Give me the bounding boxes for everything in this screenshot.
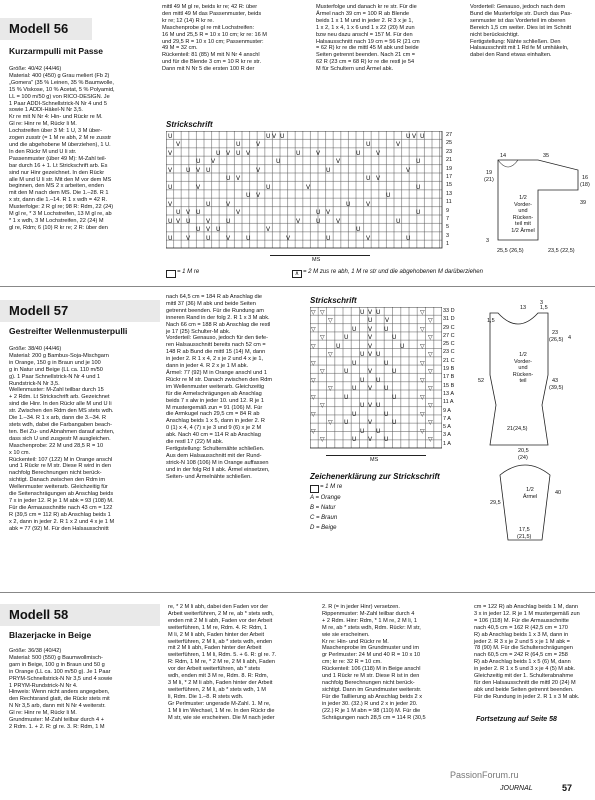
m57-dim-43: 43 (552, 378, 559, 384)
svg-text:V: V (211, 158, 216, 165)
m57-dim-1-5-right: 1,5 (540, 305, 548, 311)
svg-text:V: V (266, 226, 271, 233)
svg-text:V: V (376, 175, 381, 182)
m57-text-col2: nach 64,5 cm = 184 R ab Anschlag die mittl 37 (36) M abk und beide Seiten getrennt beenden. Für die Rundung am inneren Rand in der folg 2. R 1 x 3 M abk. Nach 66 cm = 188 R ab Anschlag die restl je 17 (25) Schulter-M abk. Vorderteil: Genauso, jedoch für den tiefe- ren Halsausschnitt bereits nach 52 cm = 148 R ab Bund die mittl 15 (14) M, dann in jeder 2. R 1 x 4, 2 x je 2 und 4 x je 1, dann in jeder 4. R 2 x je 1 M abk. Ärmel: 77 (92) M in Orange anschl und 1 Rückr re M str. Danach zwischen den Rdm im Wellenmuster weiterarb. Gleichzeitig für die Armelschrägungen ab Anschlag beids 7 x alw in jeder 10. und 12. R je 1 M mustergemäß zun = 91 (106) M. Für die Armkugel nach 29,5 cm = 84 R ab Anschlag beids 1 x 5, dann in jeder 2. R 0 (1) x 4, 4 (7) x je 3 und 9 (6) x je 2 M abk. Nach 40 cm = 114 R ab Anschlag die restl 17 (22) M abk. Fertigstellung: Schulternähte schließen. Aus dem Halsausschnitt mit der Rund- strick-N 108 (106) M in Orange auffassen und in der folg Rd li abk. Ärmel einsetzen, Seiten- und Ärmelnähte schließen. (166, 294, 273, 480)
svg-text:▽: ▽ (428, 402, 433, 409)
svg-text:V: V (366, 235, 371, 242)
svg-text:U: U (420, 133, 425, 140)
m57-knitting-chart (310, 307, 442, 454)
svg-text:V: V (196, 167, 201, 174)
svg-text:U: U (366, 175, 371, 182)
svg-text:V: V (396, 141, 401, 148)
svg-text:V: V (168, 150, 173, 157)
svg-text:U: U (246, 235, 251, 242)
svg-text:V: V (246, 150, 251, 157)
svg-text:U: U (416, 158, 421, 165)
svg-text:U: U (352, 385, 357, 392)
svg-text:V: V (168, 167, 173, 174)
svg-text:▽: ▽ (420, 411, 425, 418)
m56-row-numbers: 27 25 23 21 19 17 15 13 11 9 7 5 3 1 (446, 132, 453, 248)
svg-text:U: U (384, 360, 389, 367)
m57-legend-knit: = 1 M re (320, 484, 343, 490)
svg-text:U: U (266, 184, 271, 191)
svg-text:U: U (368, 317, 373, 324)
svg-text:U: U (196, 226, 201, 233)
m57-legend-d: D = Beige (310, 525, 337, 531)
svg-text:▽: ▽ (428, 317, 433, 324)
m57-chart-title: Strickschrift (310, 296, 357, 305)
m58-continued-note: Fortsetzung auf Seite 58 (476, 716, 557, 723)
svg-text:U: U (406, 133, 411, 140)
svg-text:V: V (385, 317, 390, 324)
svg-text:U: U (376, 309, 381, 316)
m57-dim-20-5: 20,5 (518, 448, 529, 454)
svg-text:U: U (206, 235, 211, 242)
svg-text:V: V (256, 141, 261, 148)
m56-dim-14: 14 (500, 153, 507, 159)
watermark: PassionForum.ru (450, 770, 519, 780)
svg-text:V: V (236, 209, 241, 216)
svg-text:V: V (412, 133, 417, 140)
svg-text:U: U (416, 184, 421, 191)
m56-chart-title: Strickschrift (166, 120, 213, 129)
svg-text:▽: ▽ (311, 309, 316, 316)
svg-text:U: U (376, 428, 381, 435)
svg-text:▽: ▽ (428, 351, 433, 358)
m57-ms-label: MS (370, 457, 379, 463)
svg-text:U: U (352, 360, 357, 367)
svg-text:U: U (226, 218, 231, 225)
svg-text:V: V (368, 326, 373, 333)
svg-text:▽: ▽ (420, 428, 425, 435)
m57-chart-grid (310, 307, 442, 449)
svg-text:V: V (286, 235, 291, 242)
m57-dim-21-5: (21,5) (517, 534, 532, 540)
m57-dim-29-5: 29,5 (490, 500, 501, 506)
svg-text:U: U (384, 436, 389, 443)
svg-text:U: U (336, 343, 341, 350)
svg-text:V: V (256, 167, 261, 174)
svg-text:U: U (196, 209, 201, 216)
svg-text:V: V (368, 343, 373, 350)
svg-text:▽: ▽ (311, 394, 316, 401)
svg-text:▽: ▽ (420, 360, 425, 367)
m57-row-labels: 33 D 31 D 29 C 27 C 25 C 23 C 21 C 19 B 17 B 15 B 13 A 11 A 9 A 7 A 5 A 3 A 1 A (443, 308, 455, 447)
divider-57-58 (0, 592, 595, 593)
svg-text:V: V (368, 402, 373, 409)
svg-text:V: V (368, 309, 373, 316)
svg-text:▽: ▽ (328, 419, 333, 426)
m56-schematic-label: 1/2 Vorder- und Rücken- teil mit 1/2 Ärmel (511, 195, 535, 234)
svg-text:U: U (344, 368, 349, 375)
divider-56-57 (0, 286, 595, 287)
svg-text:U: U (392, 419, 397, 426)
svg-text:U: U (386, 192, 391, 199)
svg-text:U: U (196, 158, 201, 165)
m57-subtitle: Gestreifter Wellenmusterpulli (9, 326, 128, 336)
svg-text:V: V (376, 150, 381, 157)
m57-text-col1: Größe: 38/40 (44/46) Material: 200 g Bambus-Soja-Mischgarn in Orange, 150 g in Braun und je 100 g in Natur und Beige (LL ca. 110 m/50 g). 1 Paar Schnellstrick-N Nr 4 und 1 Rundstrick-N Nr 3,5. Wellenmuster: M-Zahl teilbar durch 15 + 2 Rdm. Lt Strickschrift arb. Gezeichnet sind die Hinr. In den Rückr alle M und U li str. Zwischen den Rdm den MS stets wdh. Die 1.–34. R 1 x arb, dann die 3.–34. R stets wdh, dabei die Farbangaben beach- ten. Bei Zu- und Abnahmen darauf achten, dass sich U und zusgestr M ausgleichen. Maschenprobe: 22 M und 28,5 R = 10 x 10 cm. Rückenteil: 107 (122) M in Orange anschl und 1 Rückr re M str. Diese R wird in den nachfolg Berechnungen nicht berück- sichtigt. Danach zwischen den Rdm im Wellenmuster weiterarb. Gleichzeitig für die Seitenschrägungen ab Anschlag beids 7 x in jeder 12. R je 1 M abk = 93 (108) M. Für die Armausschnitte nach 43 cm = 122 R (39,5 cm = 112 R) ab Anschlag beids 1 x 2, dann in jeder 2. R 1 x 2 und 4 x je 1 M abk = 77 (92) M. Für den Halsausschnitt (9, 346, 115, 532)
m57-dim-4: 4 (568, 335, 572, 341)
svg-text:U: U (344, 394, 349, 401)
svg-text:▽: ▽ (320, 402, 325, 409)
svg-text:U: U (376, 377, 381, 384)
svg-text:U: U (400, 343, 405, 350)
svg-text:U: U (356, 150, 361, 157)
svg-text:▽: ▽ (328, 317, 333, 324)
svg-text:▽: ▽ (311, 377, 316, 384)
svg-text:V: V (368, 436, 373, 443)
m56-text-col3: Musterfolge und danach kr re str. Für die Ärmel nach 39 cm = 100 R ab Blende beids 1 x 1 M und in jeder 2. R 3 x je 1, 1 x 2, 1 x 4, 1 x 6 und 1 x 22 (20) M zun bzw neu dazu anschl = 157 M. Für den Halsausschnitt nach 19 cm = 56 R (21 cm = 62 R) kr re die mittl 45 M abk und beide Seiten getrennt beenden. Nach 21 cm = 62 R (23 cm = 68 R) kr re die restl je 54 M für Schultern und Ärmel abk. (316, 4, 420, 73)
svg-text:U: U (168, 235, 173, 242)
svg-text:V: V (206, 218, 211, 225)
svg-text:U: U (246, 192, 251, 199)
m57-legend-box-knit (310, 485, 319, 493)
svg-text:U: U (168, 218, 173, 225)
m56-text-col4: Vorderteil: Genauso, jedoch nach dem Bund die Musterfolge str. Durch das Pas- senmuster ist das Vorderteil im oberen Bereich 1,5 cm weiter. Dies ist im Schnitt nicht berücksichtigt. Fertigstellung: Nähte schließen. Den Halsausschnitt mit 1 Rd fe M umhäkeln, dabei den Rand etwas einhalten. (470, 4, 572, 59)
m56-legend-dec: = 2 M zus re abh, 1 M re str und die abgehobenen M darüberziehen (303, 269, 483, 275)
m57-dim-52: 52 (478, 378, 485, 384)
svg-text:U: U (280, 133, 285, 140)
svg-text:V: V (226, 201, 231, 208)
svg-text:▽: ▽ (311, 326, 316, 333)
svg-text:▽: ▽ (428, 436, 433, 443)
svg-text:U: U (392, 394, 397, 401)
svg-text:V: V (226, 235, 231, 242)
svg-text:V: V (316, 150, 321, 157)
m57-legend-c: C = Braun (310, 515, 338, 521)
svg-text:▽: ▽ (320, 309, 325, 316)
svg-text:U: U (168, 133, 173, 140)
svg-text:U: U (216, 150, 221, 157)
m57-legend-b: B = Natur (310, 505, 336, 511)
svg-text:U: U (206, 167, 211, 174)
m56-text-col2: mittl 49 M gl re, beids kr re; 42 R: über den mittl 49 M das Passenmuster, beids kr re; 12 (14) R kr re. Maschenprobe gl re mit Lochstreifen: 16 M und 25,5 R = 10 x 10 cm; kr re: 16 M und 29,5 R = 10 x 10 cm; Passenmuster: 49 M = 32 cm. Rückenteil: 81 (85) M mit N Nr 4 anschl und für die Blende 3 cm = 10 R kr re str. Dann mit N Nr 5 die ersten 100 R der (162, 4, 267, 73)
m56-title: Modell 56 (9, 21, 69, 36)
m58-title: Modell 58 (9, 607, 69, 622)
svg-text:V: V (176, 141, 181, 148)
svg-text:V: V (368, 351, 373, 358)
svg-text:U: U (316, 209, 321, 216)
svg-text:U: U (168, 184, 173, 191)
svg-text:U: U (236, 150, 241, 157)
m57-dim-3: 3 (540, 300, 544, 306)
m56-dim-16: 16 (582, 175, 589, 181)
svg-text:▽: ▽ (420, 326, 425, 333)
svg-text:▽: ▽ (328, 385, 333, 392)
svg-text:U: U (376, 402, 381, 409)
svg-text:▽: ▽ (428, 368, 433, 375)
svg-text:V: V (326, 209, 331, 216)
svg-text:U: U (296, 150, 301, 157)
svg-text:U: U (276, 158, 281, 165)
svg-text:U: U (366, 141, 371, 148)
m57-dim-24: (24) (518, 455, 528, 461)
svg-text:U: U (384, 411, 389, 418)
m58-subtitle: Blazerjacke in Beige (9, 630, 92, 640)
m56-legend-box-knit (166, 270, 176, 278)
svg-text:V: V (272, 133, 277, 140)
svg-text:V: V (368, 334, 373, 341)
svg-text:U: U (352, 436, 357, 443)
svg-text:▽: ▽ (320, 334, 325, 341)
m56-knitting-chart (166, 131, 446, 254)
svg-text:U: U (226, 175, 231, 182)
m56-legend-knit: = 1 M re (177, 269, 200, 275)
svg-text:▽: ▽ (311, 360, 316, 367)
m57-schematic (470, 305, 590, 550)
m56-chart-grid (166, 131, 446, 249)
m56-dim-19: 19 (486, 170, 493, 176)
m58-text-col1: Größe: 36/38 (40/42) Material: 500 (550) g Baumwollmisch- garn in Beige, 100 g in Braun und 50 g in Orange (LL ca. 100 m/50 g). Je 1 Paar PRYM-Schnellstrick-N Nr 3,5 und 4 sowie 1 PRYM-Rundstrick-N Nr 4. Hinweis: Wenn nicht anders angegeben, den Rechtsrand glatt, die Rückr stets mit N Nr 3,5 arb, dann mit N Nr 4 weiterstr. Gl re: Hinr re M, Rückr li M. Grundmuster: M-Zahl teilbar durch 4 + 2 Rdm. 1. + 2. R: gl re. 3. R: Rdm, 1 M (9, 648, 113, 730)
m56-dim-width-a: 25,5 (26,5) (497, 248, 524, 254)
svg-text:U: U (406, 235, 411, 242)
svg-text:V: V (306, 184, 311, 191)
svg-text:▽: ▽ (428, 419, 433, 426)
svg-text:U: U (396, 218, 401, 225)
m57-schematic-svg (470, 305, 590, 545)
svg-text:U: U (326, 167, 331, 174)
svg-text:U: U (384, 326, 389, 333)
m57-dim-39-5: (39,5) (549, 385, 564, 391)
svg-text:U: U (392, 368, 397, 375)
m56-dim-39: 39 (580, 200, 587, 206)
svg-text:U: U (356, 226, 361, 233)
svg-text:U: U (326, 235, 331, 242)
svg-text:V: V (368, 385, 373, 392)
m56-legend-box-dec: ∧ (292, 270, 302, 278)
m57-dim-26-5: (26,5) (549, 337, 564, 343)
svg-text:▽: ▽ (428, 334, 433, 341)
m58-text-col2: re, * 2 M li abh, dabei den Faden vor der Arbeit weiterführen, 2 M re, ab * stets wdh, enden mit 2 M li abh, Faden vor der Arbeit weiterführen, 1 M re, Rdm. 4. R: Rdm, 1 M li, 2 M li abh, Faden hinter der Arbeit weiterführen, 2 M li, ab * stets wdh, enden mit 2 M li abh, Faden hinter der Arbeit weiterführen, 1 M li, Rdm. 5. + 6. R: gl re. 7. R: Rdm, 1 M re, * 2 M re, 2 M li abh, Faden vor der Arbeit weiterführen, ab * stets wdh, enden mit 3 M re, Rdm. 8. R: Rdm, 3 M li, * 2 M li abh, Faden hinter der Arbeit weiterführen, 2 M li, ab * stets wdh, 1 M li, Rdm. Die 1.–8. R stets wdh. Gr Perlmuster: ungerade M-Zahl. 1. M re, 1 M li im Wechsel, 1 M re. In den Rückr die M str, wie sie erscheinen. Die M nach jeder (168, 604, 277, 721)
svg-text:▽: ▽ (328, 351, 333, 358)
svg-text:V: V (368, 368, 373, 375)
m56-dim-3: 3 (486, 238, 490, 244)
svg-text:U: U (416, 209, 421, 216)
svg-text:V: V (206, 226, 211, 233)
svg-text:V: V (186, 209, 191, 216)
m57-title: Modell 57 (9, 303, 69, 318)
svg-text:V: V (226, 150, 231, 157)
m56-dim-width-b: 23,5 (22,5) (548, 248, 575, 254)
svg-text:U: U (236, 141, 241, 148)
svg-text:V: V (186, 235, 191, 242)
m56-dim-35: 35 (543, 153, 550, 159)
svg-text:V: V (256, 192, 261, 199)
svg-text:▽: ▽ (420, 377, 425, 384)
svg-text:▽: ▽ (311, 428, 316, 435)
svg-text:V: V (196, 184, 201, 191)
m57-dim-17-5: 17,5 (519, 527, 530, 533)
svg-text:U: U (360, 428, 365, 435)
svg-text:▽: ▽ (428, 385, 433, 392)
svg-text:V: V (296, 218, 301, 225)
svg-text:V: V (366, 201, 371, 208)
m57-dim-23: 23 (552, 330, 559, 336)
svg-text:U: U (316, 218, 321, 225)
svg-text:U: U (186, 218, 191, 225)
svg-text:U: U (352, 326, 357, 333)
svg-text:▽: ▽ (320, 368, 325, 375)
svg-text:V: V (336, 158, 341, 165)
svg-text:U: U (360, 377, 365, 384)
m56-dim-18: (18) (580, 182, 590, 188)
svg-text:▽: ▽ (320, 436, 325, 443)
svg-text:U: U (186, 167, 191, 174)
svg-text:▽: ▽ (311, 411, 316, 418)
svg-text:▽: ▽ (420, 343, 425, 350)
svg-text:U: U (216, 226, 221, 233)
svg-text:V: V (406, 167, 411, 174)
m57-schematic-label: 1/2 Vorder- und Rücken- teil (512, 352, 534, 384)
m57-legend-title: Zeichenerklärung zur Strickschrift (310, 472, 440, 481)
svg-text:▽: ▽ (420, 394, 425, 401)
m56-dim-21: (21) (484, 177, 494, 183)
m57-ms-line (326, 455, 426, 456)
svg-text:▽: ▽ (420, 309, 425, 316)
svg-text:U: U (344, 334, 349, 341)
svg-text:▽: ▽ (311, 343, 316, 350)
m57-dim-13: 13 (520, 305, 527, 311)
page-number: 57 (562, 783, 573, 793)
svg-text:U: U (206, 201, 211, 208)
footer-journal: JOURNAL (500, 785, 533, 792)
svg-text:V: V (176, 218, 181, 225)
svg-text:U: U (392, 334, 397, 341)
m57-sleeve-label: 1/2 Ärmel (522, 487, 538, 500)
m58-text-col4: cm = 122 R) ab Anschlag beids 1 M, dann 3 x in jeder 12. R je 1 M mustergemäß zun = 106 (118) M. Für die Armausschnitte nach 40,5 cm = 162 R (42,5 cm = 170 R) ab Anschlag beids 1 x 3 M, dann in jeder 2. R 3 x je 2 und 5 x je 1 M abk = 78 (90) M. Für die Schulterschrägungen nach 60,5 cm = 242 R (64,5 cm = 258 R) ab Anschlag beids 1 x 5 (6) M, dann in jeder 2. R 1 x 5 und 3 x je 4 (5) M abk. Gleichzeitig mit der 1. Schulterabnahme für den Halsausschnitt die mittl 20 (24) M abk und beide Seiten getrennt beenden. Für die Rundung in jeder 2. R 1 x 3 M abk. (474, 604, 580, 700)
svg-text:V: V (168, 201, 173, 208)
svg-text:U: U (344, 419, 349, 426)
m57-dim-bottom-width: 21(24,5) (507, 426, 528, 432)
m56-subtitle: Kurzarmpulli mit Passe (9, 46, 104, 56)
svg-text:U: U (352, 411, 357, 418)
svg-text:U: U (346, 201, 351, 208)
svg-text:U: U (384, 385, 389, 392)
svg-text:U: U (360, 309, 365, 316)
svg-text:V: V (236, 175, 241, 182)
m57-legend-a: A = Orange (310, 495, 341, 501)
svg-text:V: V (336, 218, 341, 225)
m57-dim-40: 40 (555, 490, 562, 496)
svg-text:U: U (360, 351, 365, 358)
svg-text:U: U (266, 133, 271, 140)
m58-text-col3: 2. R (= in jeder Hinr) versetzen. Rippenmuster: M-Zahl teilbar durch 4 + 2 Rdm. Hinr: Rdm, * 1 M re, 2 M li, 1 M re, ab * stets wdh, Rdm. Rückr: M str, wie sie erscheinen. Kr re: Hin- und Rückr re M. Maschenprobe im Grundmuster und im gr Perlmuster: 24 M und 40 R = 10 x 10 cm; kr re: 32 R = 10 cm. Rückenteil: 106 (118) M in Beige anschl und 1 Rückr re M str. Diese R ist in den nachfolg Berechnungen nicht berück- sichtigt. Dann im Grundmuster weiterstr. Für die Taillierung ab Anschlag beids 2 x in jeder 30. (32.) R und 2 x in jeder 20. (22.) R je 1 M abn = 98 (110) M. Für die Schrägungen nach 28,5 cm = 114 R (30,5 (322, 604, 426, 721)
m57-dim-1-5-left: 1,5 (487, 318, 495, 324)
m56-ms-label: MS (312, 257, 321, 263)
svg-text:U: U (376, 351, 381, 358)
svg-text:U: U (176, 209, 181, 216)
svg-text:V: V (368, 419, 373, 426)
m56-ms-line (270, 255, 370, 256)
m56-text-col1: Größe: 40/42 (44/46) Material: 400 (450) g Grau meliert (Fb 2) „Gomera" (35 % Leinen, 35 % Baumwolle, 15 % Viskose, 10 % Acetat, 5 % Polyamid, LL = 100 m/50 g) von RICO-DESIGN. Je 1 Paar ADDI-Schnellstrick-N Nr 4 und 5 sowie 1 ADDI-Häkel-N Nr 3,5. Kr re mit N Nr 4: Hin- und Rückr re M. Gl re: Hinr re M, Rückr li M. Lochstreifen über 3 M: 1 U, 3 M über- zogen zusstr (= 1 M re abh, 2 M re zusstr und die abgehobene M überziehen), 1 U. In den Rückr M und U li str. Passenmuster (über 49 M): M-Zahl teil- bar durch 16 + 1. Lt Strickschrift arb. Es sind nur Hinr gezeichnet. In den Rückr alle M und U li str. Mit den M vor dem MS beginnen, den MS 2 x arbeiten, enden mit den M nach dem MS. Die 1.–28. R 1 x str, dann die 1.–14. R 1 x wdh = 42 R. Musterfolge: 2 R gl re; 98 R: Rdm, 22 (24) M gl re, * 3 M Lochstreifen, 13 M gl re, ab * 1 x wdh, 3 M Lochstreifen, 22 (24) M gl re, Rdm; 6 (10) R kr re; 2 R: über den (9, 66, 115, 231)
svg-text:U: U (360, 402, 365, 409)
